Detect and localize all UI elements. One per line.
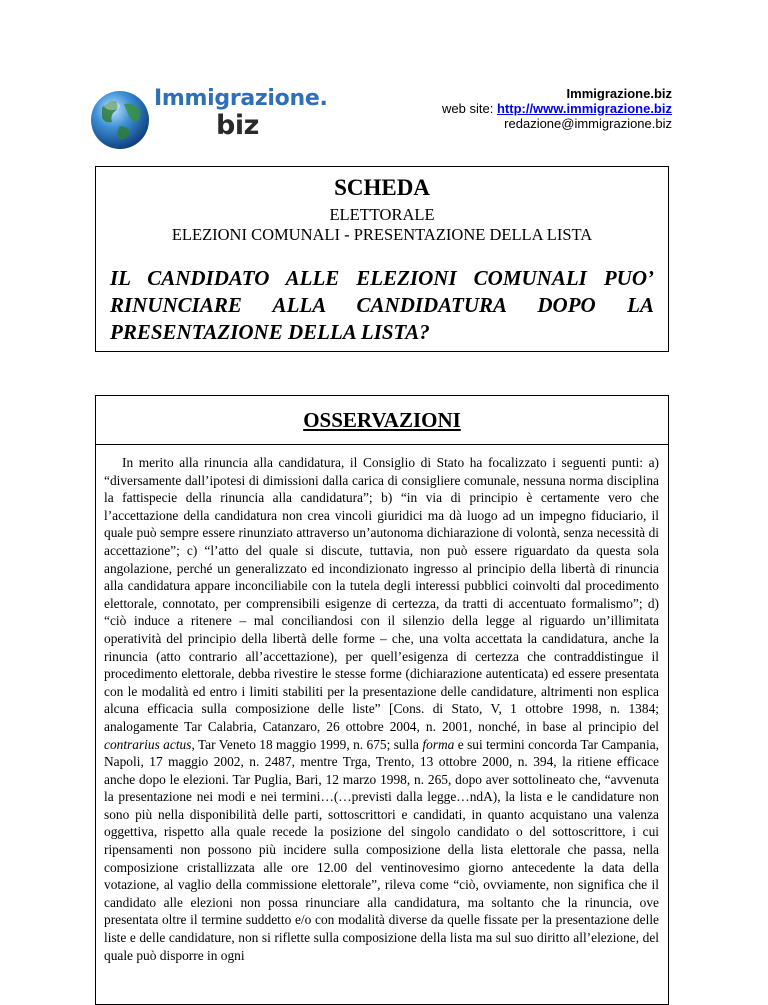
observations-paragraph bbox=[104, 454, 659, 964]
website-line bbox=[442, 101, 672, 116]
email-address: redazione@immigrazione.biz bbox=[504, 116, 672, 131]
paragraph-text-3: e sui termini concorda Tar Campania, Napoli, 17 maggio 2002, n. 2487, mentre Trga, Trento, 13 ottobre 2000, n. 394, la ritiene efficace anche dopo le elezioni. Tar Puglia, Bari, 12 marzo 1998, n. 265, dopo aver sottolineato che, “avvenuta la presentazione nei modi e nei termini…(…previsti dalla legge…ndA), la lista e le candidature non sono più nella disponibilità delle parti, sottoscrittori e candidati, in quanto acquistano una valenza oggettiva, rispetto alla quale recede la posizione del singolo candidato o del sottoscrittore, i cui ripensamenti non possono più incidere sulla composizione della lista elettorale che passa, nella composizione cristallizzata alle ore 12.00 del ventinovesimo giorno antecedente la data della votazione, al vaglio della commissione elettorale”, rileva come “ciò, ovviamente, non significa che il candidato alle elezioni non possa rinunciare alla candidatura, ma soltanto che la rinuncia, ove presentata oltre il termine suddetto e/o con modalità diverse da quelle fissate per la presentazione delle liste e delle candidature, non si riflette sulla composizione della lista ma sul suo diritto all’elezione, del quale può disporre in ogni bbox=[104, 736, 659, 963]
globe-icon bbox=[86, 82, 154, 150]
paragraph-text-2: , Tar Veneto 18 maggio 1999, n. 675; sulla bbox=[191, 736, 423, 752]
logo bbox=[86, 82, 328, 162]
page-title: SCHEDA bbox=[334, 175, 430, 200]
site-name: Immigrazione.biz bbox=[566, 86, 672, 101]
observations-heading: OSSERVAZIONI bbox=[96, 396, 668, 445]
observations-box bbox=[95, 395, 669, 1005]
title-box bbox=[95, 166, 669, 352]
header-contact bbox=[442, 86, 672, 131]
paragraph-italic-2: forma bbox=[422, 736, 455, 752]
website-link[interactable]: http://www.immigrazione.biz bbox=[496, 101, 672, 116]
paragraph-italic-1: contrarius actus bbox=[104, 736, 192, 752]
subtitle-topic: ELEZIONI COMUNALI - PRESENTAZIONE DELLA LISTA bbox=[171, 225, 593, 244]
logo-suffix: biz bbox=[216, 110, 259, 141]
website-label: web site: bbox=[442, 101, 497, 116]
subtitle-category: ELETTORALE bbox=[329, 205, 435, 224]
paragraph-text-1: In merito alla rinuncia alla candidatura, il Consiglio di Stato ha focalizzato i seguenti punti: a) “diversamente dall’ipotesi di dimissioni dalla carica di consigliere comunale, nessuna norma disciplina la fattispecie della rinuncia alla candidatura”; b) “in via di principio è certamente vero che l’accettazione della candidatura non crea vincoli giuridici ma dà luogo ad un impegno fiduciario, il quale può sempre essere rinunziato attraverso un’autonoma dichiarazione di volontà, senza necessità di accettazione”; c) “l’atto del quale si discute, tuttavia, non può essere riguardato da questa sola angolazione, perché un generalizzato ed incondizionato ingresso al principio della libertà di rinuncia alla candidatura appare inconciliabile con la tutela degli interessi pubblici coinvolti dal procedimento elettorale, connotato, per comprensibili esigenze di certezza, da tratti di accentuato formalismo”; d) “ciò induce a ritenere – mal conciliandosi con il silenzio della legge al riguardo un’illimitata operatività del principio della libertà delle forme – che, una volta accettata la candidatura, anche la rinuncia (atto contrario all’accettazione), per quell’esigenza di certezza che contraddistingue il procedimento elettorale, debba rivestire le stesse forme (dichiarazione autenticata) ed essere presentata con le modalità ed entro i limiti stabiliti per la presentazione delle candidature, altrimenti non esplica alcuna efficacia sulla composizione delle liste” [Cons. di Stato, V, 1 ottobre 1998, n. 1384; analogamente Tar Calabria, Catanzaro, 26 ottobre 2004, n. 2001, nonché, in base al principio del bbox=[104, 455, 659, 734]
logo-wordmark: Immigrazione. bbox=[154, 86, 328, 111]
question-heading: IL CANDIDATO ALLE ELEZIONI COMUNALI PUO’ RINUNCIARE ALLA CANDIDATURA DOPO LA PRESENTAZIONE DELLA LISTA? bbox=[110, 266, 654, 344]
